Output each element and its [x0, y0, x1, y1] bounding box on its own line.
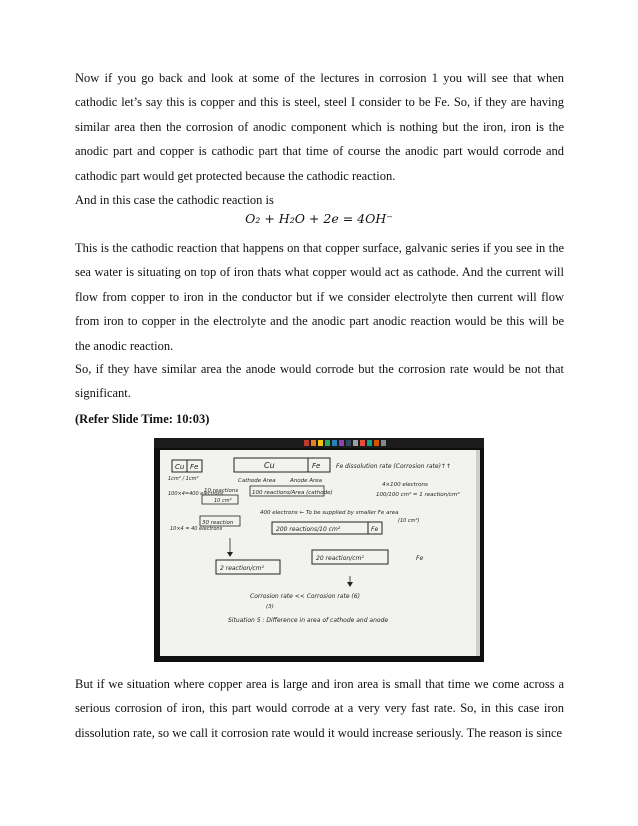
ten-reactions-note: 10 reactions	[204, 488, 239, 494]
electrons-count-note: 4×100 electrons	[382, 482, 428, 488]
cathode-area-note: Cathode Area	[238, 478, 276, 484]
cathodic-reaction-equation: O₂ + H₂O + 2e = 4OH⁻	[245, 211, 393, 226]
toolbar-swatch[interactable]	[381, 440, 386, 446]
paragraph-1: Now if you go back and look at some of the lectures in corrosion 1 you will see that when cathodic let’s say this is copper and this is steel, steel I consider to be Fe. So, if they are having similar area then the corrosion of anodic component which is nothing but the iron, iron is the anodic part and copper is cathodic part that time of course the anodic part would corrode and cathodic part would get protected because the cathodic reaction.	[75, 71, 564, 183]
toolbar-swatch[interactable]	[339, 440, 344, 446]
fe-small-label: Fe	[190, 463, 199, 471]
area-10cm-note: (10 cm²)	[398, 518, 420, 524]
anode-area-note: Anode Area	[290, 478, 323, 484]
cu-large-label: Cu	[264, 461, 275, 470]
toolbar-swatch[interactable]	[353, 440, 358, 446]
paragraph-4: So, if they have similar area the anode would corrode but the corrosion rate would be not that significant.	[75, 362, 564, 401]
paragraph-3: This is the cathodic reaction that happens on that copper surface, galvanic series if you see in the sea water is situating on top of iron thats what copper would act as cathode. And the current will flow from copper to iron in the conductor but if we consider electrolyte then current will flow from iron to copper in the electrolyte and the anodic part anodic reaction would be this will be the anodic reaction.	[75, 241, 564, 353]
fe-box-label: Fe	[371, 526, 379, 533]
slide-time-label: (Refer Slide Time: 10:03)	[75, 412, 210, 426]
fe-large-label: Fe	[312, 462, 321, 470]
toolbar-swatch[interactable]	[332, 440, 337, 446]
slide-scrollbar	[476, 450, 480, 656]
fe-right-label: Fe	[416, 555, 424, 562]
lecture-slide-image	[154, 438, 484, 662]
toolbar-swatch[interactable]	[346, 440, 351, 446]
small-areas-label: 1cm² / 1cm²	[168, 476, 199, 482]
toolbar-swatch[interactable]	[318, 440, 323, 446]
toolbar-swatch[interactable]	[325, 440, 330, 446]
ten-cm-note: 10 cm²	[214, 498, 232, 504]
slide-svg	[154, 438, 484, 662]
situation-note: Situation 5 : Difference in area of cathode and anode	[228, 617, 389, 624]
paragraph-2: And in this case the cathodic reaction is	[75, 193, 274, 207]
paragraph-5: But if we situation where copper area is large and iron area is small that time we come across a serious corrosion of iron, this part would corrode at a very very fast rate. So, in this case iron dissolution rate, so we call it corrosion rate would it would increase seriously. The reason is since	[75, 677, 564, 740]
thirty-reaction-note: 30 reaction	[202, 520, 234, 526]
fe-dissolution-note: Fe dissolution rate (Corrosion rate)↑↑	[336, 463, 451, 470]
toolbar-swatch[interactable]	[374, 440, 379, 446]
left-calc-note: 10×4 = 40 electrons	[170, 526, 223, 532]
num-3-note: (3)	[266, 604, 274, 610]
twenty-reaction-note: 20 reaction/cm²	[316, 555, 364, 562]
per-area-note: 100/100 cm² = 1 reaction/cm²	[376, 492, 460, 498]
two-hundred-note: 200 reactions/10 cm²	[276, 526, 341, 533]
corrosion-compare-note: Corrosion rate << Corrosion rate (6)	[250, 593, 360, 600]
toolbar-swatch[interactable]	[360, 440, 365, 446]
cu-small-label: Cu	[175, 463, 185, 471]
toolbar-swatch[interactable]	[311, 440, 316, 446]
four-hundred-note: 400 electrons ← To be supplied by smaller Fe area	[260, 510, 399, 516]
reactions-area-note: 100 reactions/Area (cathode)	[252, 490, 333, 496]
toolbar-swatch[interactable]	[367, 440, 372, 446]
left-electron-note: 100×4=400 electrons	[168, 491, 224, 497]
two-reaction-note: 2 reaction/cm²	[220, 565, 264, 572]
toolbar-swatch[interactable]	[304, 440, 309, 446]
